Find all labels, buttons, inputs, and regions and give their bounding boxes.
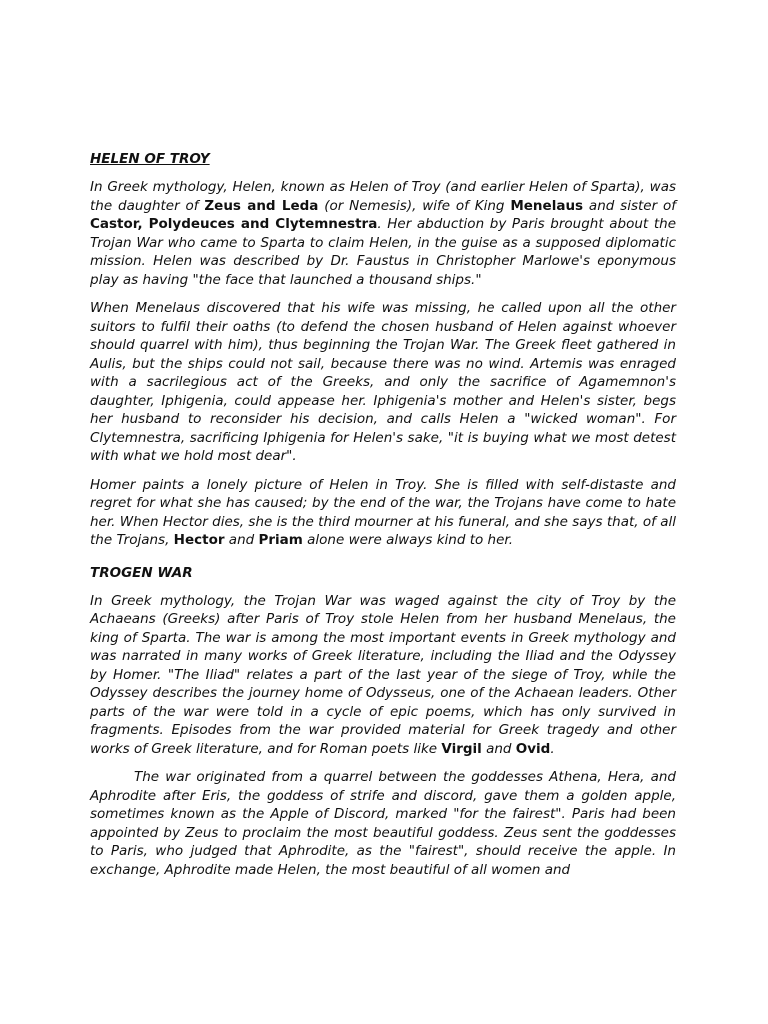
paragraph-text: and sister of: [583, 197, 676, 214]
paragraph-text: In Greek mythology, the Trojan War was waged against the city of Troy by the Achaeans (Greeks) after Paris of Troy stole Helen from her husband Menelaus, the king of Sparta. The war is among the most important events in Greek mythology and was narrated in many works of Greek literature, including the Iliad and the Odyssey by Homer. "The Iliad" relates a part of the last year of the siege of Troy, while the Odyssey describes the journey home of Odysseus, one of the Achaean leaders. Other parts of the war were told in a cycle of epic poems, which has only survived in fragments. Episodes from the war provided material for Greek tragedy and other works of Greek literature, and for Roman poets like: [90, 592, 676, 757]
bold-text: Zeus and Leda: [204, 197, 319, 214]
paragraph-text: In Greek mythology, Helen, known as Helen of Troy (and earlier Helen of Sparta), was the daughter of: [90, 179, 676, 214]
paragraph-helen-intro: [90, 178, 676, 289]
paragraph-menelaus: When Menelaus discovered that his wife was missing, he called upon all the other suitors to fulfil their oaths (to defend the chosen husband of Helen against whoever should quarrel with him), thus beginning the Trojan War. The Greek fleet gathered in Aulis, but the ships could not sail, because there was no wind. Artemis was enraged with a sacrilegious act of the Greeks, and only the sacrifice of Agamemnon's daughter, Iphigenia, could appease her. Iphigenia's mother and Helen's sister, begs her husband to reconsider his decision, and calls Helen a "wicked woman". For Clytemnestra, sacrificing Iphigenia for Helen's sake, "it is buying what we most detest with what we hold most dear".: [90, 300, 676, 464]
paragraph-trojan-war: [90, 592, 676, 759]
paragraph-text: Homer paints a lonely picture of Helen in Troy. She is filled with self-distaste and regret for what she has caused; by the end of the war, the Trojans have come to hate her. When Hector dies, she is the third mourner at his funeral, and she says that, of all the Trojans,: [90, 476, 676, 548]
paragraph-text: alone were always kind to her.: [302, 532, 514, 548]
bold-text: Virgil: [441, 740, 482, 757]
bold-text: Ovid: [515, 740, 551, 757]
paragraph-text: and: [481, 740, 516, 757]
section-heading-trogen-war: TROGEN WAR: [90, 564, 193, 581]
paragraph-text: . Her abduction by Paris brought about the Trojan War who came to Sparta to claim Helen, in the guise as a supposed diplomatic mission. Helen was described by Dr. Faustus in Christopher Marlowe's eponymous play as having "the face that launched a thousand ships.": [90, 216, 677, 288]
bold-text: Castor, Polydeuces and Clytemnestra: [90, 216, 378, 232]
section-heading-helen-of-troy: HELEN OF TROY: [90, 151, 210, 167]
paragraph-war-origin: The war originated from a quarrel between the goddesses Athena, Hera, and Aphrodite after Eris, the goddess of strife and discord, gave them a golden apple, sometimes known as the Apple of Discord, marked "for the fairest". Paris had been appointed by Zeus to proclaim the most beautiful goddess. Zeus sent the goddesses to Paris, who judged that Aphrodite, as the "fairest", should receive the apple. In exchange, Aphrodite made Helen, the most beautiful of all women and: [90, 769, 676, 878]
paragraph-homer: [90, 476, 676, 550]
document-page: [90, 150, 676, 889]
bold-text: Menelaus: [510, 197, 584, 214]
bold-text: Hector: [173, 532, 225, 548]
paragraph-text: (or Nemesis), wife of King: [318, 197, 511, 214]
paragraph-text: .: [550, 740, 555, 757]
bold-text: Priam: [258, 532, 303, 548]
paragraph-text: and: [224, 532, 259, 548]
